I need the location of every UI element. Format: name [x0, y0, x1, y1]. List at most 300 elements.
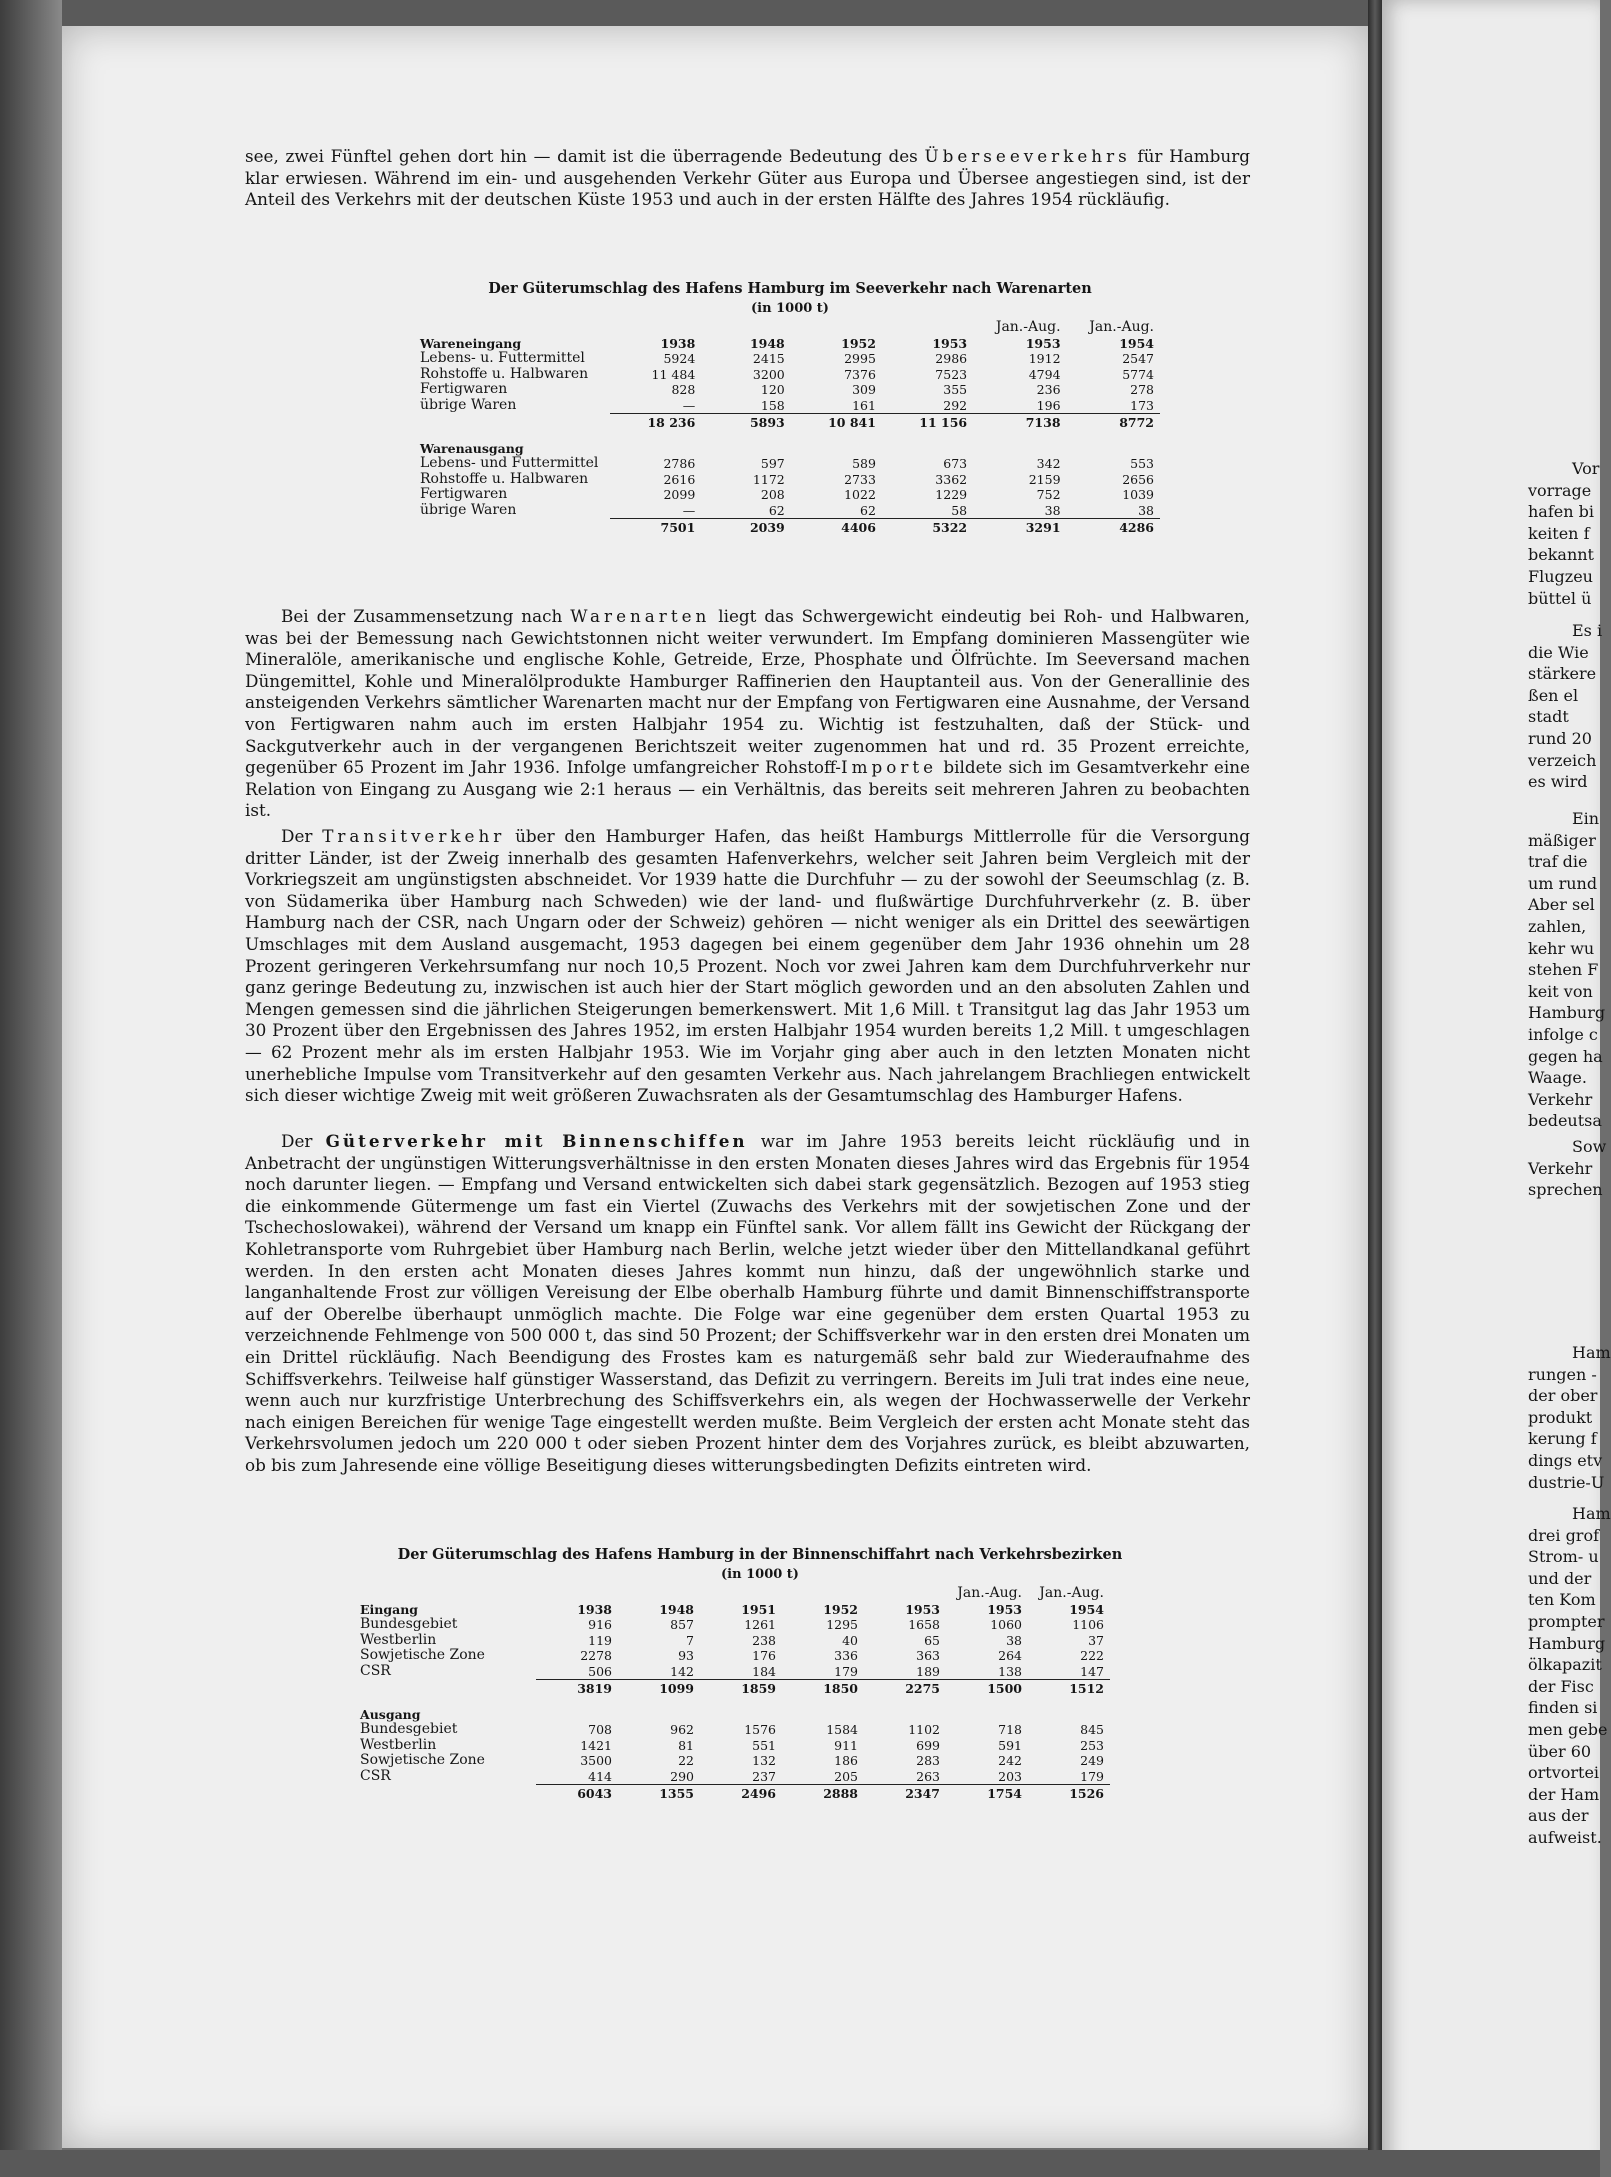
right-page-text-fragment: produkt	[1528, 1407, 1593, 1427]
right-page-text-fragment: der Fisc	[1528, 1676, 1594, 1696]
total-cell: 2888	[782, 1785, 864, 1802]
table-cell: 1584	[826, 1722, 858, 1737]
right-page-text-fragment: es wird	[1528, 772, 1588, 792]
table-cell: 2099	[663, 487, 696, 502]
table-cell: 58	[951, 502, 968, 518]
table-cell: 355	[943, 382, 968, 397]
right-page-text-fragment: ten Kom	[1528, 1590, 1596, 1610]
table-cell: 911	[834, 1737, 858, 1753]
year-header: 1952	[823, 1601, 858, 1617]
right-page-text-fragment: dings etv	[1528, 1451, 1603, 1470]
table-cell: 173	[1130, 397, 1154, 413]
table-row	[360, 1769, 1110, 1785]
right-page-text-fragment: Ein	[1572, 809, 1600, 828]
total-cell: 1526	[1028, 1785, 1110, 1802]
table-cell: 22	[678, 1753, 694, 1768]
right-page-text-fragment: zahlen,	[1528, 917, 1587, 936]
right-page-text-fragment: Es i	[1572, 621, 1603, 640]
table-cell: 119	[588, 1632, 612, 1648]
table-cell: 589	[852, 456, 876, 471]
scan-border-left	[0, 0, 62, 2177]
total-row	[420, 519, 1160, 536]
table-cell: 1102	[908, 1722, 940, 1737]
table-cell: 916	[588, 1617, 612, 1632]
table-cell: 553	[1130, 456, 1154, 471]
table-cell: 290	[670, 1768, 694, 1784]
right-page-text-fragment: verzeich	[1528, 750, 1597, 770]
table-row	[360, 1664, 1110, 1680]
table-cell: 363	[916, 1648, 940, 1663]
year-header: 1953	[932, 335, 968, 351]
row-label: Rohstoffe u. Halbwaren	[420, 470, 589, 487]
table-row	[420, 351, 1160, 367]
empty-cell	[420, 519, 610, 536]
table-cell: 249	[1080, 1753, 1104, 1768]
table-cell: 1658	[908, 1617, 940, 1632]
intro-paragraph-block	[245, 146, 1250, 211]
period-header-row	[420, 320, 1160, 336]
total-cell: 2039	[701, 519, 790, 536]
table-cell: 718	[998, 1722, 1022, 1737]
total-cell: 4286	[1067, 519, 1160, 536]
empty-cell	[360, 1680, 536, 1697]
section-header-row	[360, 1602, 1110, 1618]
table-cell: —	[682, 502, 696, 518]
empty-cell	[882, 320, 973, 336]
table-cell: 5774	[1122, 366, 1154, 382]
table-cell: 222	[1080, 1648, 1104, 1663]
table-cell: 1261	[744, 1617, 776, 1632]
row-label: Rohstoffe u. Halbwaren	[420, 365, 589, 382]
paragraph-warenarten	[245, 606, 1250, 822]
table-cell: 2159	[1028, 471, 1061, 487]
total-cell: 5893	[701, 414, 790, 431]
text-run: Der	[281, 826, 323, 846]
year-header: 1948	[659, 1601, 694, 1617]
table-cell: 962	[670, 1722, 694, 1737]
table-cell: 1229	[935, 487, 968, 502]
right-page-text-fragment: stärkere	[1528, 664, 1597, 684]
total-cell: 6043	[536, 1785, 618, 1802]
empty-cell	[791, 441, 882, 457]
table-binnenschiffahrt-grid	[360, 1586, 1110, 1802]
table-cell: 7376	[844, 366, 876, 382]
total-cell: 7138	[973, 414, 1066, 431]
total-cell: 3291	[973, 519, 1066, 536]
table-cell: 2415	[752, 351, 785, 366]
table-seeverkehr-grid	[420, 320, 1160, 536]
table-cell: —	[682, 397, 696, 413]
table-cell: 237	[752, 1768, 776, 1784]
table-cell: 120	[760, 382, 785, 397]
table-cell: 1576	[744, 1722, 776, 1737]
row-label: Bundesgebiet	[360, 1616, 458, 1632]
period-label: Jan.-Aug.	[957, 1585, 1022, 1601]
right-page-text-fragment: ortvortei	[1528, 1763, 1600, 1783]
empty-cell	[882, 441, 973, 457]
table-cell: 2995	[844, 351, 876, 366]
table-cell: 196	[1036, 397, 1061, 413]
right-page-text-fragment: gegen ha	[1528, 1046, 1603, 1066]
table-cell: 65	[924, 1632, 940, 1648]
total-cell: 1754	[946, 1785, 1028, 1802]
empty-cell	[536, 1586, 618, 1602]
paragraph-transit	[245, 826, 1250, 1107]
total-row	[360, 1680, 1110, 1697]
table-binnenschiffahrt-unit: (in 1000 t)	[721, 1567, 799, 1582]
year-header: 1953	[905, 1601, 940, 1617]
table-row	[420, 503, 1160, 519]
right-page-text-fragment: keit von	[1528, 981, 1593, 1001]
table-cell: 2278	[580, 1648, 612, 1663]
emphasis-importe: Importe	[840, 757, 938, 778]
table-cell: 342	[1036, 456, 1061, 471]
year-header: 1954	[1069, 1601, 1104, 1617]
table-cell: 93	[678, 1648, 694, 1663]
table-row	[420, 382, 1160, 398]
section-heading: Eingang	[360, 1601, 419, 1617]
section-header-row	[360, 1707, 1110, 1723]
table-cell: 1295	[826, 1617, 858, 1632]
table-seeverkehr	[420, 280, 1160, 536]
year-header: 1938	[660, 335, 696, 351]
right-page-text-fragment: über 60	[1528, 1741, 1592, 1761]
right-page-text-fragment: kehr wu	[1528, 938, 1595, 958]
total-cell: 2275	[864, 1680, 946, 1697]
right-page-text-fragment: ölkapazit	[1528, 1655, 1602, 1675]
text-run: Der	[281, 1131, 326, 1151]
empty-cell	[360, 1697, 1110, 1707]
section-header-row	[420, 441, 1160, 457]
table-row	[420, 456, 1160, 472]
period-header-row	[360, 1586, 1110, 1602]
table-binnenschiffahrt-title: Der Güterumschlag des Hafens Hamburg in der Binnenschiffahrt nach Verkehrsbezirken	[397, 1546, 1123, 1563]
row-label: Sowjetische Zone	[360, 1647, 485, 1663]
right-page-text-fragment: Verkehr	[1528, 1158, 1593, 1178]
row-label: Bundesgebiet	[360, 1721, 458, 1737]
total-cell: 7501	[610, 519, 701, 536]
empty-cell	[782, 1707, 864, 1723]
total-row	[360, 1785, 1110, 1802]
table-cell: 179	[834, 1663, 858, 1679]
right-page-text-fragment: dustrie-U	[1528, 1472, 1605, 1492]
table-cell: 3200	[752, 366, 785, 382]
table-cell: 2656	[1122, 471, 1154, 487]
empty-cell	[610, 441, 701, 457]
table-cell: 845	[1080, 1722, 1104, 1737]
right-page-text-fragment: infolge c	[1528, 1025, 1598, 1044]
table-cell: 238	[752, 1632, 776, 1648]
total-cell: 10 841	[791, 414, 882, 431]
empty-cell	[610, 320, 701, 336]
table-cell: 7523	[935, 366, 968, 382]
table-cell: 263	[916, 1768, 940, 1784]
table-cell: 40	[842, 1632, 858, 1648]
right-page-text-fragment: mäßiger	[1528, 830, 1596, 850]
table-cell: 132	[752, 1753, 776, 1768]
year-header: 1952	[841, 335, 876, 351]
right-page-text-fragment: bedeutsa	[1528, 1111, 1602, 1131]
total-cell: 1850	[782, 1680, 864, 1697]
table-cell: 5924	[663, 351, 696, 366]
right-page-text-fragment: rund 20	[1528, 729, 1592, 748]
text-run: war im Jahre 1953 bereits leicht rückläufig und in Anbetracht der ungünstigen Witterungsverhältnisse in den ersten Monaten dieses Jahres wird das Ergebnis für 1954 noch darunter liegen. — Empfang und Versand entwickelten sich dabei stark gegensätzlich. Bezogen auf 1953 stieg die einkommende Gütermenge um fast ein Viertel (Zuwachs des Verkehrs mit der sowjetischen Zone und der Tschechoslowakei), während der Versand um knapp ein Fünftel sank. Vor allem fällt ins Gewicht der Rückgang der Kohletransporte vom Ruhrgebiet über Hamburg nach Berlin, welche jetzt wieder über den Mittellandkanal geführt werden. In den ersten acht Monaten dieses Jahres kommt nun hinzu, daß der ungewöhnlich starke und langanhaltende Frost zur völligen Vereisung der Elbe oberhalb Hamburg führte und damit Binnenschiffstransporte auf der Oberelbe überhaupt unmöglich machte. Die Folge war eine gegenüber dem ersten Quartal 1953 zu verzeichnende Fehlmenge von 500 000 t, das sind 50 Prozent; der Schiffsverkehr war in den ersten drei Monaten um ein Drittel rückläufig. Nach Beendigung des Frostes kam es naturgemäß sehr bald zur Wiederaufnahme des Schiffsverkehrs. Teilweise half günstiger Wasserstand, das Defizit zu verringern. Bereits im Juli trat indes eine neue, wenn auch nur kurzfristige Unterbrechung des Schiffsverkehrs ein, als wegen der Hochwasserwelle der Verkehr nach einigen Bereichen für wenige Tage eingestellt werden mußte. Beim Vergleich der ersten acht Monate steht das Verkehrsvolumen jedoch um 220 000 t oder sieben Prozent hinter dem des Vorjahres zurück, es bleibt abzuwarten, ob bis zum Jahresende eine völlige Beseitigung dieses witterungsbedingten Defizits eintreten wird.	[245, 1131, 1250, 1475]
table-row	[360, 1617, 1110, 1633]
table-cell: 828	[671, 382, 696, 397]
right-page-text-fragment: stehen F	[1528, 960, 1599, 980]
table-cell: 62	[860, 502, 876, 518]
right-page-text-fragment: prompter	[1528, 1612, 1605, 1631]
table-row	[360, 1633, 1110, 1649]
right-page-text-fragment: Strom- u	[1528, 1547, 1599, 1567]
right-page-text-fragment: drei grof	[1528, 1525, 1600, 1545]
total-cell: 2347	[864, 1785, 946, 1802]
total-cell: 4406	[791, 519, 882, 536]
total-cell: 11 156	[882, 414, 973, 431]
table-cell: 38	[1138, 502, 1154, 518]
right-page-text-fragment: stadt	[1528, 707, 1569, 727]
table-cell: 551	[752, 1737, 776, 1753]
table-cell: 205	[834, 1768, 858, 1784]
total-cell: 2496	[700, 1785, 782, 1802]
total-cell: 1512	[1028, 1680, 1110, 1697]
row-label: Westberlin	[360, 1736, 437, 1753]
empty-cell	[700, 1707, 782, 1723]
table-cell: 138	[998, 1663, 1022, 1679]
empty-cell	[1067, 441, 1160, 457]
total-cell: 8772	[1067, 414, 1160, 431]
spacer-row	[420, 431, 1160, 441]
right-page-text-fragment: vorrage	[1528, 480, 1592, 500]
table-seeverkehr-title: Der Güterumschlag des Hafens Hamburg im Seeverkehr nach Warenarten	[488, 280, 1092, 297]
table-cell: 506	[588, 1663, 612, 1679]
table-row	[360, 1648, 1110, 1664]
table-cell: 11 484	[651, 366, 696, 382]
row-label: übrige Waren	[420, 396, 517, 413]
table-cell: 264	[998, 1648, 1022, 1663]
right-page-text-fragment: aufweist.	[1528, 1828, 1602, 1847]
table-cell: 591	[998, 1737, 1022, 1753]
year-header: 1948	[749, 335, 785, 351]
table-cell: 184	[752, 1663, 776, 1679]
row-label: Sowjetische Zone	[360, 1752, 485, 1768]
emphasis-transitverkehr: Transitverkehr	[322, 826, 506, 846]
paragraph-binnenschiffe	[245, 1131, 1250, 1477]
year-header: 1953	[1025, 335, 1061, 351]
right-page-text-fragment: Vor	[1572, 459, 1600, 478]
table-cell: 176	[752, 1648, 776, 1663]
right-page-text-fragment: keiten f	[1528, 523, 1590, 543]
right-page-text-fragment: Hamburg	[1528, 1003, 1606, 1023]
row-label: Lebens- und Futtermittel	[420, 455, 599, 471]
row-label: Fertigwaren	[420, 381, 508, 397]
table-cell: 292	[943, 397, 968, 413]
text-run: see, zwei Fünftel gehen dort hin — damit ist die überragende Bedeutung des	[245, 146, 925, 166]
table-seeverkehr-unit: (in 1000 t)	[751, 301, 829, 316]
empty-cell	[360, 1586, 536, 1602]
empty-cell	[1028, 1707, 1110, 1723]
table-cell: 253	[1080, 1737, 1104, 1753]
right-page	[1382, 0, 1611, 2177]
right-page-text-fragment: Sow	[1572, 1137, 1607, 1156]
row-label: Westberlin	[360, 1631, 437, 1648]
table-cell: 189	[916, 1663, 940, 1679]
table-cell: 147	[1080, 1663, 1104, 1679]
empty-cell	[782, 1586, 864, 1602]
table-cell: 752	[1036, 487, 1061, 502]
book-gutter	[1368, 0, 1382, 2177]
table-cell: 414	[588, 1768, 612, 1784]
table-cell: 1172	[752, 471, 785, 487]
table-cell: 1060	[990, 1617, 1022, 1632]
table-cell: 1421	[580, 1737, 612, 1753]
table-cell: 2733	[844, 471, 876, 487]
table-row	[420, 398, 1160, 414]
total-cell: 1500	[946, 1680, 1028, 1697]
text-run: bildete sich im Gesamtverkehr eine Relation von Eingang zu Ausgang wie 2:1 heraus — ein Verhältnis, das bereits seit mehreren Jahren zu beobachten ist.	[245, 757, 1250, 821]
table-row	[360, 1753, 1110, 1769]
right-page-text-fragment: und der	[1528, 1568, 1592, 1588]
table-cell: 62	[768, 502, 785, 518]
table-cell: 857	[670, 1617, 694, 1632]
text-run: über den Hamburger Hafen, das heißt Hamburgs Mittlerrolle für die Versorgung dritter Länder, ist der Zweig innerhalb des gesamten Hafenverkehrs, welcher seit Jahren beim Vergleich mit der Vorkriegszeit am ungünstigsten abschneidet. Vor 1939 hatte die Durchfuhr — zu der sowohl der Seeumschlag (z. B. von Südamerika über Hamburg nach Schweden) wie der land- und flußwärtige Durchfuhrverkehr (z. B. über Hamburg nach der CSR, nach Ungarn oder der Schweiz) gehören — nicht weniger als ein Drittel des seewärtigen Umschlages mit dem Ausland ausgemacht, 1953 dagegen bei einem gegenüber dem Jahr 1936 ohnehin um 28 Prozent geringeren Verkehrsumfang nur noch 10,5 Prozent. Noch vor zwei Jahren kam dem Durchfuhrverkehr nur ganz geringe Bedeutung zu, inzwischen ist auch hier der Start möglich geworden und an den absoluten Zahlen und Mengen gemessen sind die jährlichen Steigerungen bemerkenswert. Mit 1,6 Mill. t Transitgut lag das Jahr 1953 um 30 Prozent über den Ergebnissen des Jahres 1952, im ersten Halbjahr 1954 wurden bereits 1,2 Mill. t umgeschlagen — 62 Prozent mehr als im ersten Halbjahr 1953. Wie im Vorjahr ging aber auch in den letzten Monaten nicht unerhebliche Impulse vom Transitverkehr auf den gesamten Verkehr aus. Nach jahrelangem Brachliegen entwickelt sich dieser wichtige Zweig mit weit größeren Zuwachsraten als der Gesamtumschlag des Hamburger Hafens.	[245, 826, 1250, 1106]
paragraph-transit-block	[245, 826, 1250, 1107]
total-cell: 18 236	[610, 414, 701, 431]
scan-border-bottom	[0, 2150, 1600, 2177]
empty-cell	[701, 320, 790, 336]
right-page-text-fragment: hafen bi	[1528, 502, 1594, 522]
total-cell: 5322	[882, 519, 973, 536]
right-page-text-fragment: ßen el	[1528, 685, 1579, 705]
row-label: übrige Waren	[420, 501, 517, 518]
total-cell: 1099	[618, 1680, 700, 1697]
text-run: für Hamburg klar erwiesen. Während im ein- und ausgehenden Verkehr Güter aus Europa und Übersee angestiegen sind, ist der Anteil des Verkehrs mit der deutschen Küste 1953 und auch in der ersten Hälfte des Jahres 1954 rückläufig.	[245, 146, 1250, 210]
period-label: Jan.-Aug.	[1089, 319, 1154, 335]
right-page-text-fragment: Aber sel	[1528, 895, 1595, 915]
table-cell: 278	[1130, 382, 1154, 397]
empty-cell	[701, 441, 790, 457]
table-cell: 1022	[844, 487, 876, 502]
table-cell: 673	[943, 456, 968, 471]
empty-cell	[700, 1586, 782, 1602]
right-page-text-fragment: kerung f	[1528, 1429, 1597, 1449]
empty-cell	[864, 1707, 946, 1723]
intro-paragraph	[245, 146, 1250, 211]
table-cell: 161	[852, 397, 876, 413]
table-cell: 1039	[1122, 487, 1154, 502]
right-page-text-fragment: Hamburg	[1528, 1633, 1606, 1653]
spacer-row	[360, 1697, 1110, 1707]
right-page-text-fragment: die Wie	[1528, 642, 1589, 662]
table-row	[360, 1722, 1110, 1738]
year-header: 1954	[1119, 335, 1154, 351]
empty-cell	[420, 414, 610, 431]
right-page-text-fragment: der ober	[1528, 1386, 1598, 1406]
right-page-text-fragment: aus der	[1528, 1806, 1589, 1826]
empty-cell	[618, 1586, 700, 1602]
right-page-text-fragment: finden si	[1528, 1698, 1598, 1718]
year-header: 1938	[577, 1601, 612, 1617]
row-label: CSR	[360, 1767, 391, 1784]
empty-cell	[946, 1707, 1028, 1723]
section-heading: Warenausgang	[420, 440, 524, 456]
right-page-text-fragment: Ham	[1572, 1343, 1611, 1362]
empty-cell	[973, 441, 1066, 457]
right-page-text-fragment: der Ham	[1528, 1784, 1600, 1804]
table-cell: 597	[760, 456, 785, 471]
table-cell: 699	[916, 1737, 940, 1753]
right-page-text-fragment: bekannt	[1528, 545, 1594, 565]
table-cell: 2547	[1122, 351, 1154, 366]
section-header-row	[420, 336, 1160, 352]
table-cell: 2616	[663, 471, 696, 487]
table-cell: 179	[1080, 1768, 1104, 1784]
table-cell: 236	[1036, 382, 1061, 397]
empty-cell	[864, 1586, 946, 1602]
table-cell: 4794	[1028, 366, 1061, 382]
section-heading: Wareneingang	[420, 335, 522, 351]
total-cell: 1859	[700, 1680, 782, 1697]
row-label: Fertigwaren	[420, 486, 508, 502]
row-label: CSR	[360, 1662, 391, 1679]
table-cell: 309	[852, 382, 876, 397]
empty-cell	[360, 1785, 536, 1802]
table-cell: 336	[834, 1648, 858, 1663]
table-cell: 142	[670, 1663, 694, 1679]
period-label: Jan.-Aug.	[1039, 1585, 1104, 1601]
total-cell: 1355	[618, 1785, 700, 1802]
emphasis-ueberseeverkehr: Überseeverkehrs	[924, 146, 1131, 166]
table-cell: 2786	[663, 456, 696, 471]
text-run: Bei der Zusammensetzung nach	[281, 606, 571, 626]
table-cell: 242	[998, 1753, 1022, 1768]
table-cell: 186	[834, 1753, 858, 1768]
period-label: Jan.-Aug.	[995, 319, 1061, 335]
emphasis-gueterverkehr-binnenschiffe: Güterverkehr mit Binnenschiffen	[325, 1131, 748, 1151]
total-row	[420, 414, 1160, 431]
table-cell: 1106	[1072, 1617, 1104, 1632]
table-cell: 3362	[935, 471, 968, 487]
right-page-text-fragment: sprechen	[1528, 1180, 1603, 1200]
empty-cell	[536, 1707, 618, 1723]
right-page-text-fragment: Ham	[1572, 1504, 1611, 1523]
empty-cell	[420, 320, 610, 336]
table-row	[420, 487, 1160, 503]
right-page-text-fragment: büttel ü	[1528, 588, 1592, 608]
paragraph-warenarten-block	[245, 606, 1250, 822]
table-row	[360, 1738, 1110, 1754]
table-cell: 2986	[935, 351, 968, 366]
empty-cell	[618, 1707, 700, 1723]
total-cell: 3819	[536, 1680, 618, 1697]
row-label: Lebens- u. Futtermittel	[420, 350, 585, 366]
table-cell: 203	[998, 1768, 1022, 1784]
table-binnenschiffahrt	[360, 1546, 1160, 1802]
right-page-text-fragment: Waage.	[1528, 1068, 1587, 1088]
table-row	[420, 367, 1160, 383]
table-cell: 7	[686, 1632, 694, 1648]
table-cell: 708	[588, 1722, 612, 1737]
table-row	[420, 472, 1160, 488]
table-cell: 38	[1044, 502, 1061, 518]
right-page-text-fragment: Verkehr	[1528, 1089, 1593, 1109]
empty-cell	[420, 431, 1160, 441]
table-cell: 208	[760, 487, 785, 502]
section-heading: Ausgang	[360, 1706, 421, 1722]
right-page-text-fragment: traf die	[1528, 852, 1588, 872]
table-cell: 37	[1088, 1632, 1104, 1648]
table-cell: 283	[916, 1753, 940, 1768]
